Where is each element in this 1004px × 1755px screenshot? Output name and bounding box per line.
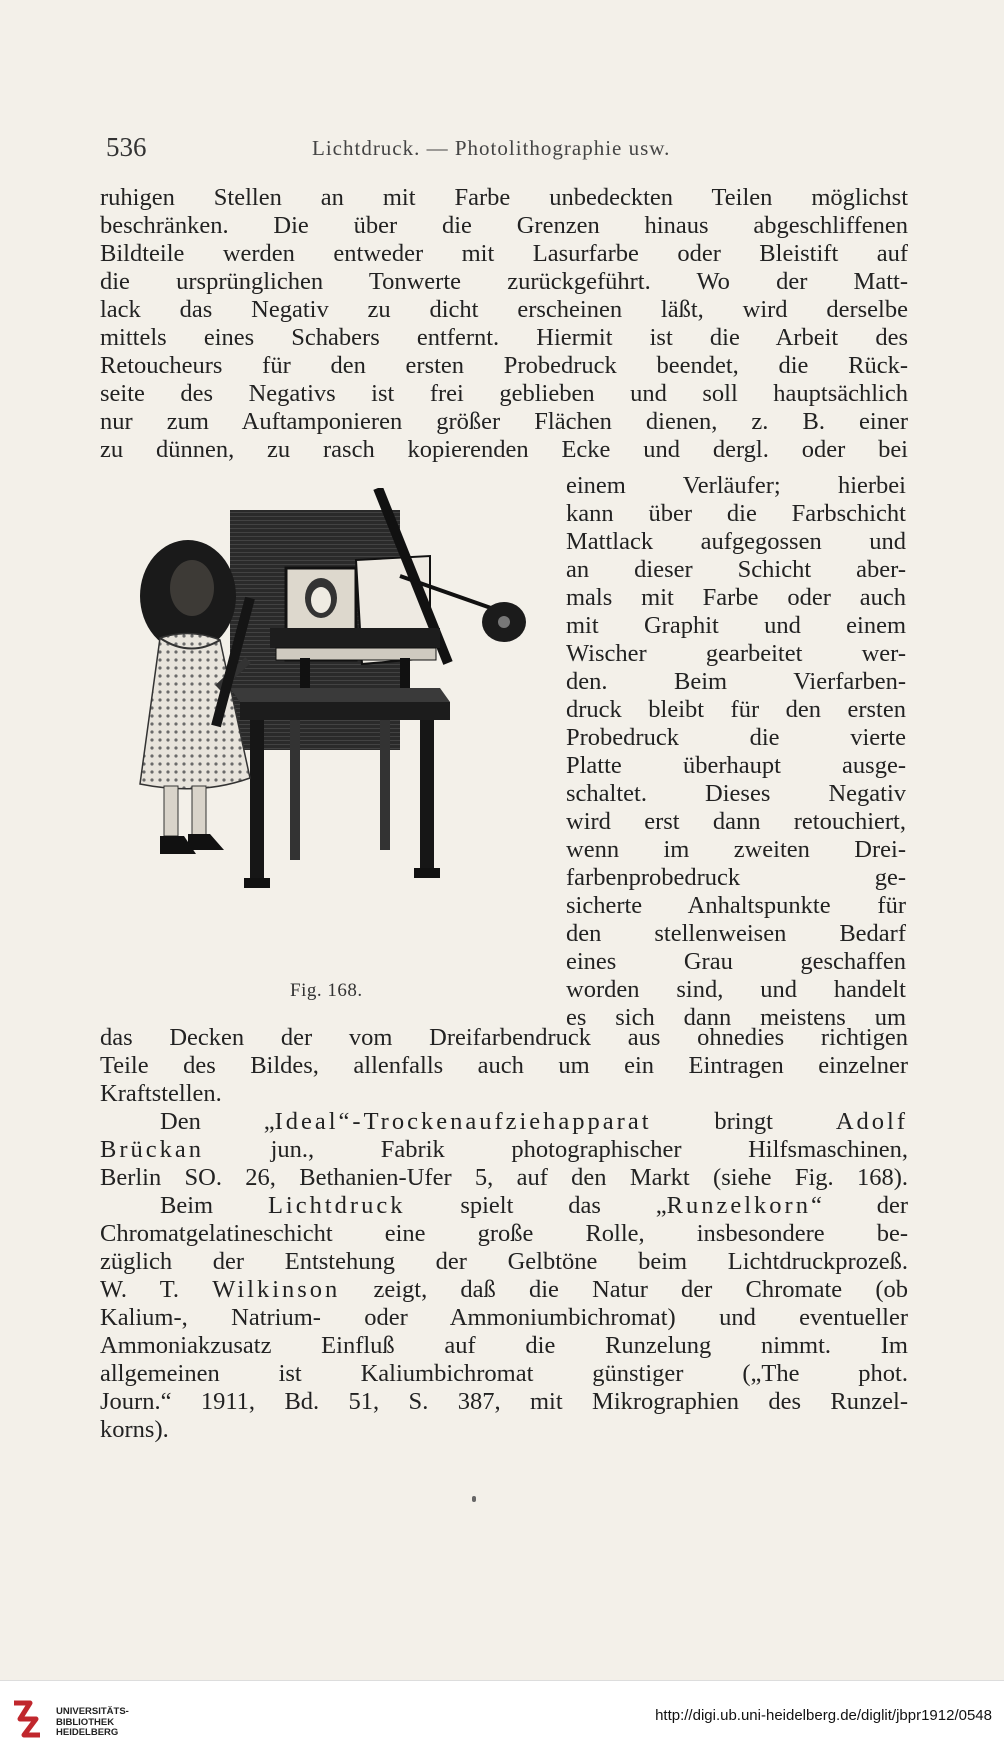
emphasized-term: Ideal“-Trockenaufziehapparat xyxy=(274,1108,652,1135)
running-head: Lichtdruck. — Photolithographie usw. xyxy=(312,136,671,160)
text-line: den stellenweisen Bedarf xyxy=(566,920,906,947)
text-line: Probedruck die vierte xyxy=(566,724,906,751)
text-line: ruhigen Stellen an mit Farbe unbedeckten Teilen möglichst xyxy=(100,184,908,211)
emphasized-name: Brückan xyxy=(100,1136,204,1163)
text-line: Beim Lichtdruck spielt das „Runzelkorn“ der xyxy=(160,1192,908,1219)
text-line: Brückan jun., Fabrik photographischer Hilfsmaschinen, xyxy=(100,1136,908,1163)
text-line: druck bleibt für den ersten xyxy=(566,696,906,723)
text-line: züglich der Entstehung der Gelbtöne beim Lichtdruckprozeß. xyxy=(100,1248,908,1275)
text-line: den. Beim Vierfarben- xyxy=(566,668,906,695)
text-line: Ammoniakzusatz Einfluß auf die Runzelung nimmt. Im xyxy=(100,1332,908,1359)
text-line: Bildteile werden entweder mit Lasurfarbe oder Bleistift auf xyxy=(100,240,908,267)
footer-bar xyxy=(0,1680,1004,1755)
text-line: Den „Ideal“-Trockenaufziehapparat bringt Adolf xyxy=(160,1108,908,1135)
text-line: allgemeinen ist Kaliumbichromat günstiger („The phot. xyxy=(100,1360,908,1387)
emphasized-term: Lichtdruck xyxy=(267,1192,406,1219)
text-line: die ursprünglichen Tonwerte zurückgeführt. Wo der Matt- xyxy=(100,268,908,295)
paragraph-1-column xyxy=(566,472,906,1032)
emphasized-name: Adolf xyxy=(835,1108,908,1135)
emphasized-term: Runzelkorn xyxy=(666,1192,811,1219)
text-line: zu dünnen, zu rasch kopierenden Ecke und dergl. oder bei xyxy=(100,436,908,463)
text-line: Kalium-, Natrium- oder Ammoniumbichromat) und eventueller xyxy=(100,1304,908,1331)
text-line: Wischer gearbeitet wer- xyxy=(566,640,906,667)
figure-168-illustration xyxy=(100,488,550,968)
text-line: wenn im zweiten Drei- xyxy=(566,836,906,863)
paragraph-2 xyxy=(100,1108,908,1192)
text-line: Journ.“ 1911, Bd. 51, S. 387, mit Mikrographien des Runzel- xyxy=(100,1388,908,1415)
source-url-link[interactable]: http://digi.ub.uni-heidelberg.de/diglit/jbpr1912/0548 xyxy=(655,1707,992,1724)
text-line: nur zum Auftamponieren größer Flächen dienen, z. B. einer xyxy=(100,408,908,435)
text-line: beschränken. Die über die Grenzen hinaus abgeschliffenen xyxy=(100,212,908,239)
text-line: Chromatgelatineschicht eine große Rolle, insbesondere be- xyxy=(100,1220,908,1247)
text-line: an dieser Schicht aber- xyxy=(566,556,906,583)
text-line: Berlin SO. 26, Bethanien-Ufer 5, auf den Markt (siehe Fig. 168). xyxy=(100,1164,908,1191)
figure-caption: Fig. 168. xyxy=(290,980,363,1001)
text-line: einem Verläufer; hierbei xyxy=(566,472,906,499)
text-line: mit Graphit und einem xyxy=(566,612,906,639)
text-line: das Decken der vom Dreifarbendruck aus ohnedies richtigen xyxy=(100,1024,908,1051)
text-line: wird erst dann retouchiert, xyxy=(566,808,906,835)
text-line: Platte überhaupt ausge- xyxy=(566,752,906,779)
text-line: es sich dann meistens um xyxy=(566,1004,906,1031)
paragraph-1-top xyxy=(100,184,908,464)
text-line: sicherte Anhaltspunkte für xyxy=(566,892,906,919)
paragraph-1-bottom xyxy=(100,1024,908,1108)
text-line: Kraftstellen. xyxy=(100,1080,222,1107)
page-number: 536 xyxy=(106,132,147,162)
paper-speck xyxy=(472,1496,476,1502)
emphasized-name: Wilkinson xyxy=(212,1276,341,1303)
text-line: lack das Negativ zu dicht erscheinen läßt, wird derselbe xyxy=(100,296,908,323)
library-logo-text: UNIVERSITÄTS- BIBLIOTHEK HEIDELBERG xyxy=(56,1706,129,1738)
text-line: korns). xyxy=(100,1416,169,1443)
paragraph-3 xyxy=(100,1192,908,1444)
text-line: farbenprobedruck ge- xyxy=(566,864,906,891)
text-line: W. T. Wilkinson zeigt, daß die Natur der Chromate (ob xyxy=(100,1276,908,1303)
text-line: seite des Negativs ist frei geblieben und soll hauptsächlich xyxy=(100,380,908,407)
text-line: worden sind, und handelt xyxy=(566,976,906,1003)
text-line: Mattlack aufgegossen und xyxy=(566,528,906,555)
text-line: Teile des Bildes, allenfalls auch um ein Eintragen einzelner xyxy=(100,1052,908,1079)
library-logo-icon xyxy=(10,1699,48,1739)
text-line: eines Grau geschaffen xyxy=(566,948,906,975)
text-line: mittels eines Schabers entfernt. Hiermit ist die Arbeit des xyxy=(100,324,908,351)
text-line: schaltet. Dieses Negativ xyxy=(566,780,906,807)
page-header xyxy=(0,132,1004,162)
text-line: Retoucheurs für den ersten Probedruck beendet, die Rück- xyxy=(100,352,908,379)
text-line: mals mit Farbe oder auch xyxy=(566,584,906,611)
text-line: kann über die Farbschicht xyxy=(566,500,906,527)
